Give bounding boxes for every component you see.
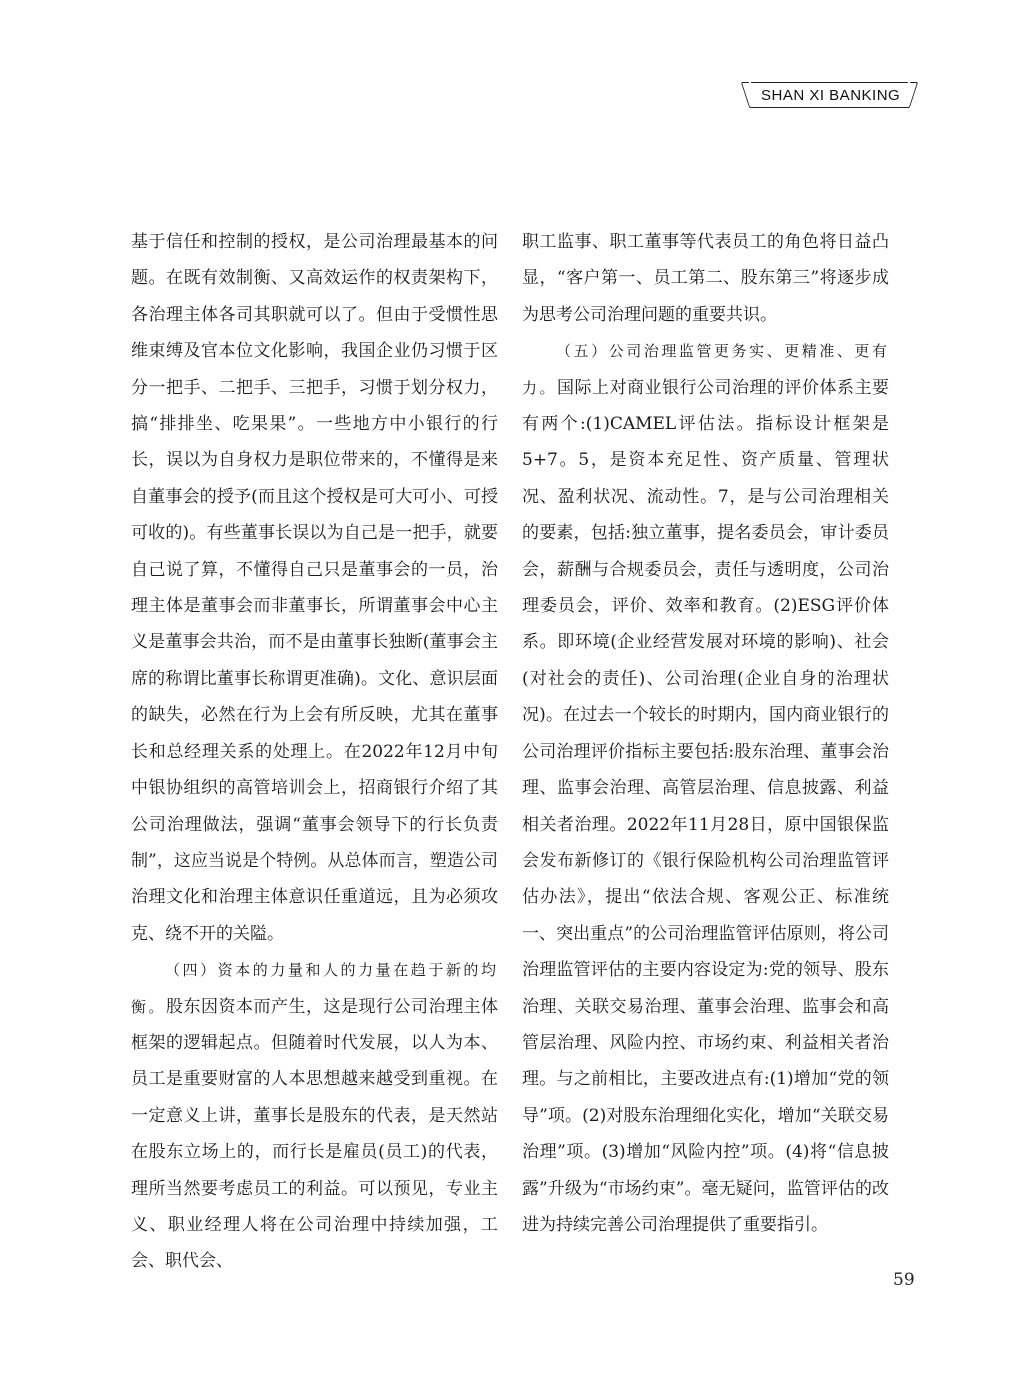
paragraph-body: 国际上对商业银行公司治理的评价体系主要有两个:(1)CAMEL评估法。指标设计框架是5+7。5，是资本充足性、资产质量、管理状况、盈利状况、流动性。7，是与公司治理相关的要素，包括:独立董事，提名委员会，审计委员会，薪酬与合规委员会，责任与透明度，公司治理委员会，评价、效率和教育。(2)ESG评价体系。即环境(企业经营发展对环境的影响)、社会(对社会的责任)、公司治理(企业自身的治理状况)。在过去一个较长的时期内，国内商业银行的公司治理评价指标主要包括:股东治理、董事会治理、监事会治理、高管层治理、信息披露、利益相关者治理。2022年11月28日，原中国银保监会发布新修订的《银行保险机构公司治理监管评估办法》，提出“依法合规、客观公正、标准统一、突出重点”的公司治理监管评估原则，将公司治理监管评估的主要内容设定为:党的领导、股东治理、关联交易治理、董事会治理、监事会和高管层治理、风险内控、市场约束、利益相关者治理。与之前相比，主要改进点有:(1)增加“党的领导”项。(2)对股东治理细化实化，增加“关联交易治理”项。(3)增加“风险内控”项。(4)将“信息披露”升级为“市场约束”。毫无疑问，监管评估的改进为持续完善公司治理提供了重要指引。 [522, 377, 889, 1235]
right-column [522, 224, 889, 1243]
section-heading-5: （五）公司治理监管更务实、更精准、更有力。 [522, 342, 889, 397]
journal-name: SHAN XI BANKING [761, 86, 901, 104]
paragraph-capital-balance [131, 952, 498, 1280]
paragraph-authority: 基于信任和控制的授权，是公司治理最基本的问题。在既有效制衡、又高效运作的权责架构下，各治理主体各司其职就可以了。但由于受惯性思维束缚及官本位文化影响，我国企业仍习惯于区分一把手、二把手、三把手，习惯于划分权力，搞“排排坐、吃果果”。一些地方中小银行的行长，误以为自身权力是职位带来的，不懂得是来自董事会的授予(而且这个授权是可大可小、可授可收的)。有些董事长误以为自己是一把手，就要自己说了算，不懂得自己只是董事会的一员，治理主体是董事会而非董事长，所谓董事会中心主义是董事会共治，而不是由董事长独断(董事会主席的称谓比董事长称谓更准确)。文化、意识层面的缺失，必然在行为上会有所反映，尤其在董事长和总经理关系的处理上。在2022年12月中旬中银协组织的高管培训会上，招商银行介绍了其公司治理做法，强调“董事会领导下的行长负责制”，这应当说是个特例。从总体而言，塑造公司治理文化和治理主体意识任重道远，且为必须攻克、绕不开的关隘。 [131, 232, 498, 944]
section-heading-4: （四）资本的力量和人的力量在趋于新的均衡。 [131, 961, 498, 1016]
paragraph-employee-roles: 职工监事、职工董事等代表员工的角色将日益凸显，“客户第一、员工第二、股东第三”将逐步成为思考公司治理问题的重要共识。 [522, 232, 889, 325]
journal-header-badge [751, 82, 908, 108]
paragraph-body: 股东因资本而产生，这是现行公司治理主体框架的逻辑起点。但随着时代发展，以人为本、员工是重要财富的人本思想越来越受到重视。在一定意义上讲，董事长是股东的代表，是天然站在股东立场上的，而行长是雇员(员工)的代表，理所当然要考虑员工的利益。可以预见，专业主义、职业经理人将在公司治理中持续加强，工会、职代会、 [131, 996, 498, 1272]
left-column [131, 224, 498, 1280]
paragraph-supervision [522, 333, 889, 1243]
page-number: 59 [893, 1270, 915, 1290]
